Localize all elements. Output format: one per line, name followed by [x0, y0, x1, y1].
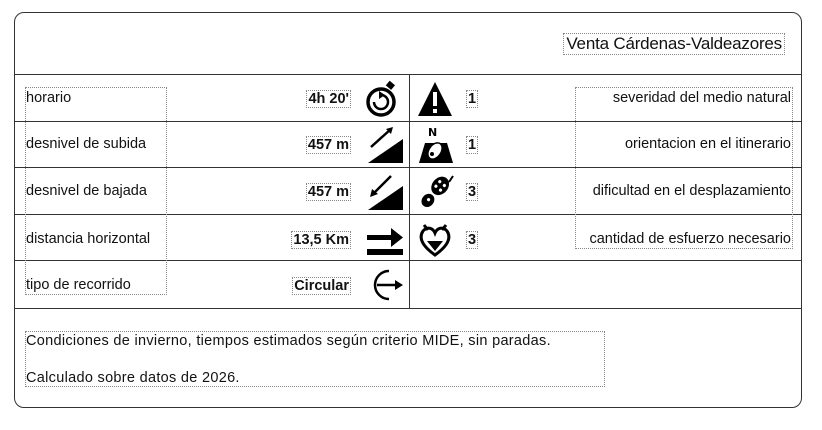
tipo-recorrido-value: Circular — [294, 278, 349, 294]
compass-map-icon — [415, 125, 455, 165]
horario-value: 4h 20' — [308, 91, 349, 107]
circular-route-icon — [365, 265, 405, 305]
severidad-label: severidad del medio natural — [612, 90, 791, 106]
esfuerzo-label: cantidad de esfuerzo necesario — [589, 231, 791, 247]
desplazamiento-label: dificultad en el desplazamiento — [592, 183, 791, 199]
desnivel-subida-label: desnivel de subida — [26, 136, 147, 152]
distancia-value: 13,5 Km — [293, 232, 349, 248]
horario-label: horario — [26, 90, 72, 106]
warning-triangle-icon — [415, 79, 455, 119]
stopwatch-icon — [361, 79, 401, 119]
divider — [15, 74, 801, 75]
esfuerzo-rating: 3 — [468, 232, 477, 248]
orientacion-rating: 1 — [468, 137, 477, 153]
ascent-slope-icon — [365, 125, 405, 165]
heart-effort-icon — [415, 219, 455, 259]
desplazamiento-rating: 3 — [468, 184, 477, 200]
svg-text:N: N — [428, 126, 438, 139]
route-info-card — [14, 12, 802, 408]
tipo-recorrido-label: tipo de recorrido — [26, 277, 131, 293]
ratings-labels-frame — [575, 87, 793, 249]
distancia-label: distancia horizontal — [26, 231, 151, 247]
note-calculated: Calculado sobre datos de 2026. — [26, 370, 240, 386]
desnivel-bajada-value: 457 m — [307, 184, 349, 200]
route-title: Venta Cárdenas-Valdeazores — [563, 33, 785, 55]
descent-slope-icon — [365, 172, 405, 212]
horizontal-arrow-icon — [365, 219, 405, 259]
desnivel-bajada-label: desnivel de bajada — [26, 183, 147, 199]
divider — [15, 308, 801, 309]
boot-print-icon — [415, 172, 455, 212]
column-divider — [409, 75, 410, 308]
severidad-rating: 1 — [468, 91, 477, 107]
orientacion-label: orientacion en el itinerario — [624, 136, 791, 152]
desnivel-subida-value: 457 m — [307, 137, 349, 153]
note-conditions: Condiciones de invierno, tiempos estimados según criterio MIDE, sin paradas. — [26, 333, 551, 349]
